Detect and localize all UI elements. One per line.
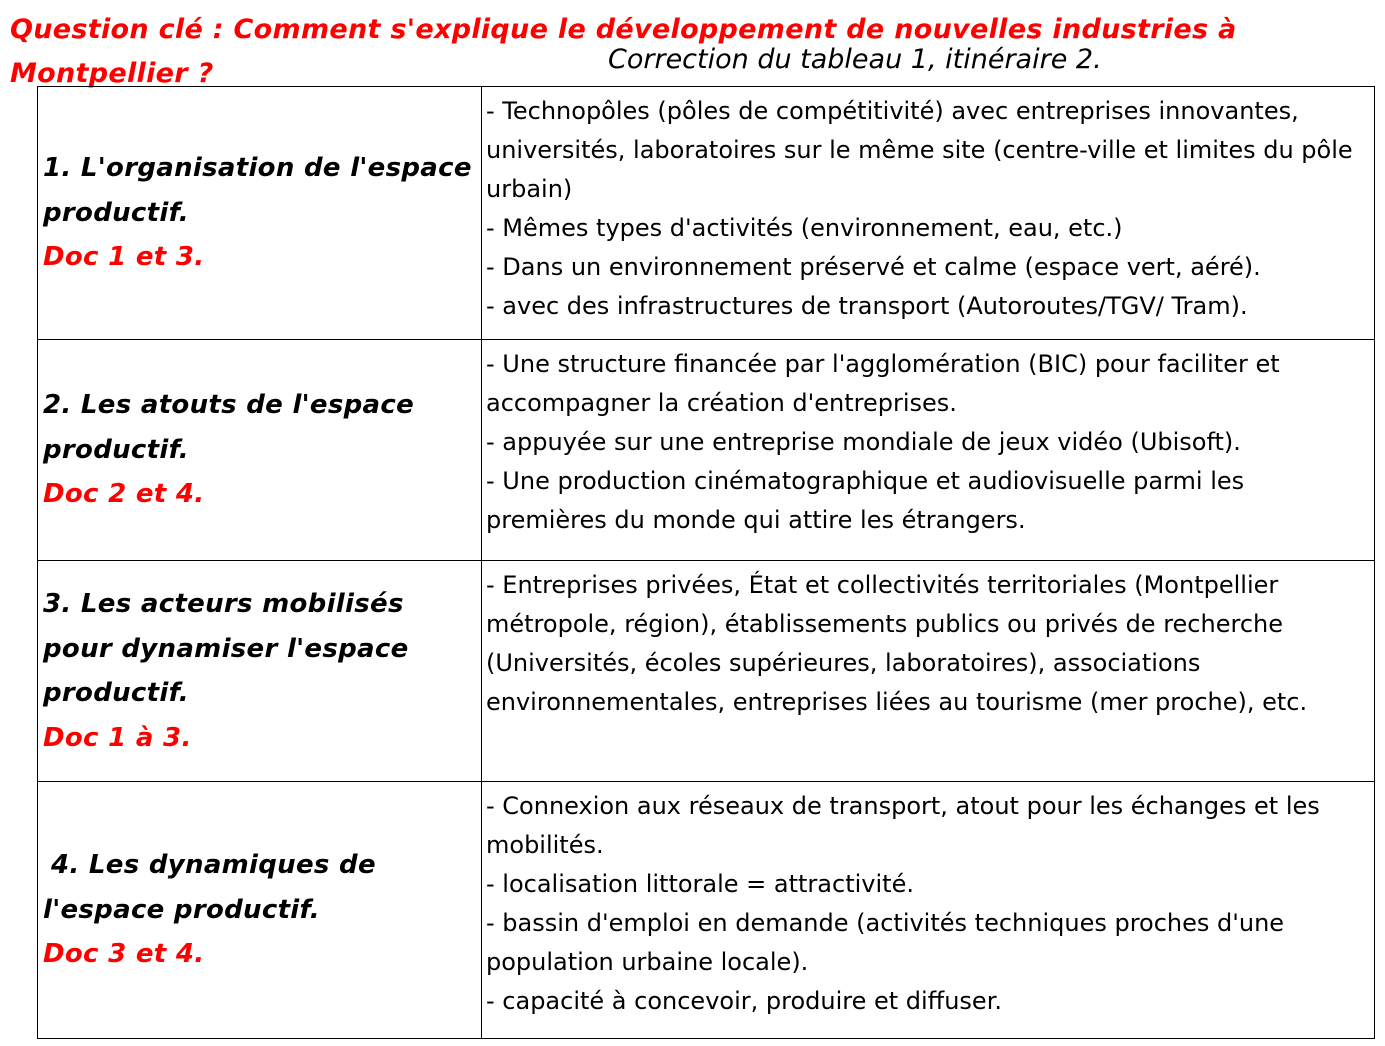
row-content-cell: [482, 87, 1375, 340]
row-heading: 4. Les dynamiques de l'espace productif.: [43, 850, 376, 925]
content-line: - Une structure financée par l'agglomération (BIC) pour faciliter et accompagner la création d'entreprises.: [486, 350, 1280, 417]
content-line: - avec des infrastructures de transport (Autoroutes/TGV/ Tram).: [486, 292, 1248, 320]
correction-table: [37, 86, 1375, 1039]
row-heading: 1. L'organisation de l'espace productif.: [43, 153, 472, 228]
content-line: - Mêmes types d'activités (environnement, eau, etc.): [486, 214, 1123, 242]
content-line: - bassin d'emploi en demande (activités techniques proches d'une population urbaine locale).: [486, 909, 1285, 976]
content-line: - Entreprises privées, État et collectivités territoriales (Montpellier métropole, région), établissements publics ou privés de recherche (Universités, écoles supérieures, laboratoires), associations environnementales, entreprises liées au tourisme (mer proche), etc.: [486, 571, 1308, 716]
row-doc-reference: Doc 2 et 4.: [43, 479, 205, 510]
content-line: - Une production cinématographique et audiovisuelle parmi les premières du monde qui attire les étrangers.: [486, 467, 1245, 534]
row-doc-reference: Doc 3 et 4.: [43, 939, 205, 970]
row-doc-reference: Doc 1 à 3.: [43, 722, 192, 753]
table-row: [38, 87, 1375, 340]
content-line: - localisation littorale = attractivité.: [486, 870, 914, 898]
row-doc-reference: Doc 1 et 3.: [43, 242, 205, 273]
content-line: - Technopôles (pôles de compétitivité) avec entreprises innovantes, universités, laboratoires sur le même site (centre-ville et limites du pôle urbain): [486, 97, 1353, 203]
content-line: - appuyée sur une entreprise mondiale de jeux vidéo (Ubisoft).: [486, 428, 1241, 456]
table-subtitle: Correction du tableau 1, itinéraire 2.: [608, 44, 1102, 75]
key-question: Question clé : Comment s'explique le développement de nouvelles industries à Montpellier ?: [10, 14, 1237, 89]
row-heading-cell: [38, 340, 482, 561]
row-content-cell: [482, 782, 1375, 1039]
row-heading-cell: [38, 782, 482, 1039]
row-content-cell: [482, 561, 1375, 782]
content-line: - Dans un environnement préservé et calme (espace vert, aéré).: [486, 253, 1261, 281]
row-heading: 3. Les acteurs mobilisés pour dynamiser l'espace productif.: [43, 589, 409, 708]
content-line: - Connexion aux réseaux de transport, atout pour les échanges et les mobilités.: [486, 792, 1320, 859]
content-line: - capacité à concevoir, produire et diffuser.: [486, 987, 1002, 1015]
table-row: [38, 340, 1375, 561]
row-content-cell: [482, 340, 1375, 561]
row-heading: 2. Les atouts de l'espace productif.: [43, 390, 415, 465]
table-row: [38, 782, 1375, 1039]
table-row: [38, 561, 1375, 782]
row-heading-cell: [38, 87, 482, 340]
row-heading-cell: [38, 561, 482, 782]
